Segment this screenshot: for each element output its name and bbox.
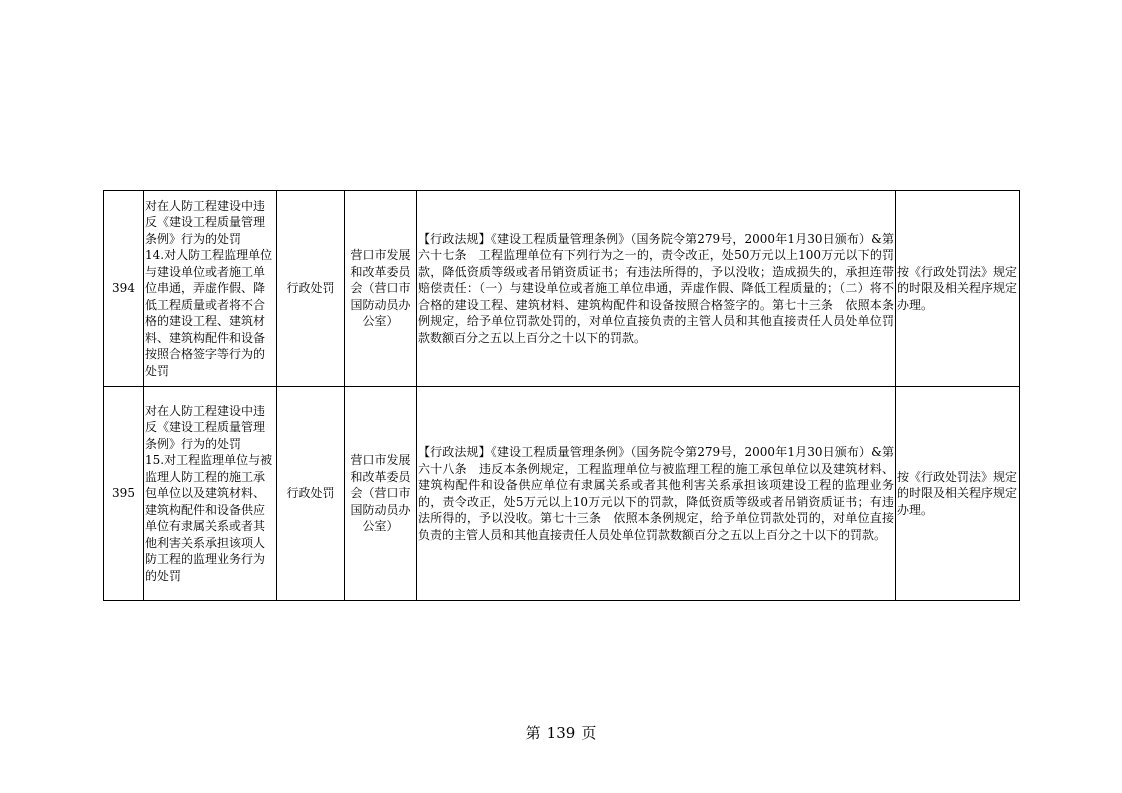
item-number: 395 [104, 387, 144, 601]
penalty-table [103, 190, 1020, 601]
table-row [104, 387, 1020, 601]
page-number: 139 [546, 724, 576, 742]
page-prefix: 第 [525, 724, 541, 742]
table-row [104, 191, 1020, 387]
item-name-text: 对在人防工程建设中违反《建设工程质量管理条例》行为的处罚 14.对人防工程监理单位与建设单位或者施工单位串通，弄虚作假、降低工程质量或者将不合格的建设工程、建筑材料、建筑构配件和设备按照合格签字等行为的处罚 [145, 198, 273, 378]
item-name [144, 387, 277, 601]
page-number-footer [0, 722, 1122, 743]
item-procedure: 按《行政处罚法》规定的时限及相关程序规定办理。 [896, 387, 1020, 601]
item-department: 营口市发展和改革委员会（营口市国防动员办公室） [345, 191, 417, 387]
item-name [144, 191, 277, 387]
item-procedure: 按《行政处罚法》规定的时限及相关程序规定办理。 [896, 191, 1020, 387]
item-number: 394 [104, 191, 144, 387]
page-suffix: 页 [581, 724, 597, 742]
item-legal-basis: 【行政法规】《建设工程质量管理条例》（国务院令第279号，2000年1月30日颁布）&第六十七条 工程监理单位有下列行为之一的，责令改正，处50万元以上100万元以下的罚款，降低资质等级或者吊销资质证书；有违法所得的，予以没收；造成损失的，承担连带赔偿责任：（一）与建设单位或者施工单位串通，弄虚作假、降低工程质量的；（二）将不合格的建设工程、建筑材料、建筑构配件和设备按照合格签字的。第七十三条 依照本条例规定，给予单位罚款处罚的，对单位直接负责的主管人员和其他直接责任人员处单位罚款数额百分之五以上百分之十以下的罚款。 [417, 191, 896, 387]
item-type: 行政处罚 [277, 387, 345, 601]
item-type: 行政处罚 [277, 191, 345, 387]
item-name-text: 对在人防工程建设中违反《建设工程质量管理条例》行为的处罚 15.对工程监理单位与被监理人防工程的施工承包单位以及建筑材料、建筑构配件和设备供应单位有隶属关系或者其他利害关系承担该项人防工程的监理业务行为的处罚 [145, 403, 273, 583]
item-legal-basis: 【行政法规】《建设工程质量管理条例》（国务院令第279号，2000年1月30日颁布）&第六十八条 违反本条例规定，工程监理单位与被监理工程的施工承包单位以及建筑材料、建筑构配件和设备供应单位有隶属关系或者其他利害关系承担该项建设工程的监理业务的，责令改正，处5万元以上10万元以下的罚款，降低资质等级或者吊销资质证书；有违法所得的，予以没收。第七十三条 依照本条例规定，给予单位罚款处罚的，对单位直接负责的主管人员和其他直接责任人员处单位罚款数额百分之五以上百分之十以下的罚款。 [417, 387, 896, 601]
item-department: 营口市发展和改革委员会（营口市国防动员办公室） [345, 387, 417, 601]
